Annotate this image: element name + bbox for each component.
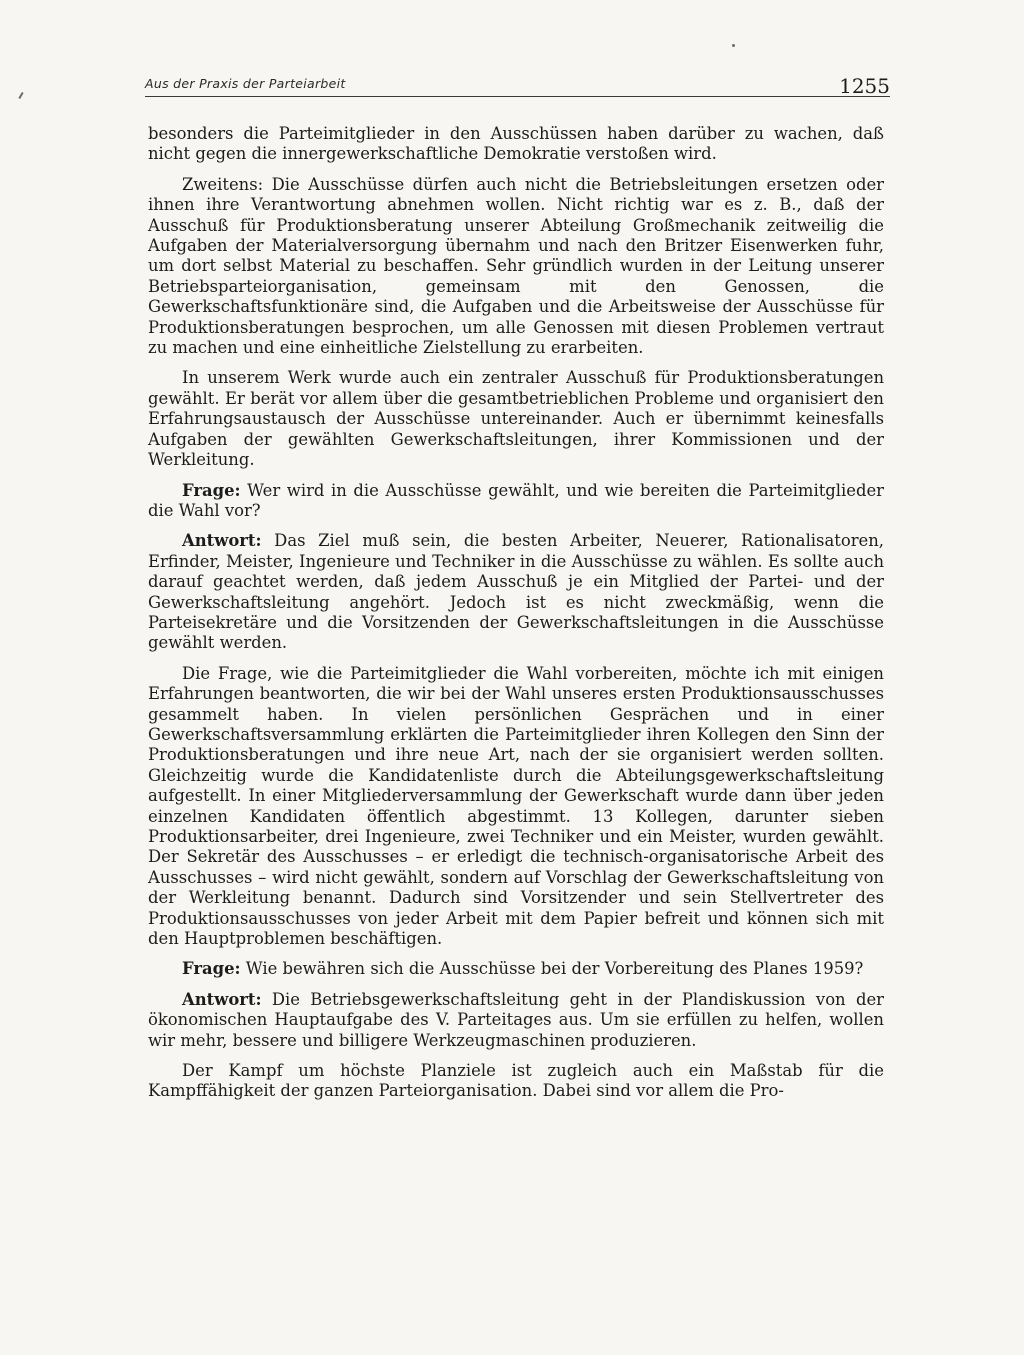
answer-paragraph (148, 990, 884, 1051)
question-label: Frage: (182, 480, 241, 500)
question-paragraph (148, 481, 884, 522)
scan-speck (732, 44, 735, 47)
question-label: Frage: (182, 959, 241, 979)
article-body (148, 124, 884, 1112)
page-number: 1255 (839, 74, 890, 98)
paragraph (148, 175, 884, 359)
answer-paragraph (148, 531, 884, 653)
paragraph-continuation (148, 124, 884, 165)
question-paragraph (148, 959, 884, 979)
running-title: Aus der Praxis der Parteiarbeit (145, 76, 346, 91)
paragraph-text: In unserem Werk wurde auch ein zentraler Ausschuß für Produktionsberatungen gewählt. Er berät vor allem über die gesamtbetrieblichen Probleme und organisiert den Erfahrungsaustausch der Ausschüsse untereinander. Auch er übernimmt keinesfalls Aufgaben der gewählten Gewerkschaftsleitungen, ihrer Kommissionen und der Werkleitung. (148, 368, 884, 470)
paragraph (148, 1061, 884, 1102)
paragraph-text: Die Frage, wie die Parteimitglieder die Wahl vorbereiten, möchte ich mit einigen Erfahrungen beantworten, die wir bei der Wahl unseres ersten Produktionsausschusses gesammelt haben. In vielen persönlichen Gesprächen und in einer Gewerkschaftsversammlung erklärten die Parteimitglieder ihren Kollegen den Sinn der Produktionsberatungen und ihre neue Art, nach der sie organisiert werden sollten. Gleichzeitig wurde die Kandidatenliste durch die Abteilungsgewerkschaftsleitung aufgestellt. In einer Mitgliederversammlung der Gewerkschaft wurde dann über jeden einzelnen Kandidaten öffentlich abgestimmt. 13 Kollegen, darunter sieben Produktionsarbeiter, drei Ingenieure, zwei Techniker und ein Meister, wurden gewählt. Der Sekretär des Ausschusses – er erledigt die technisch-organisatorische Arbeit des Ausschusses – wird nicht gewählt, sondern auf Vorschlag der Gewerkschaftsleitung von der Werkleitung benannt. Dadurch sind Vorsitzender und sein Stellvertreter des Produktionsausschusses von jeder Arbeit mit dem Papier befreit und können sich mit den Hauptproblemen beschäftigen. (148, 663, 884, 949)
answer-label: Antwort: (182, 531, 262, 551)
scan-speck (18, 92, 23, 99)
page-header (145, 68, 890, 104)
header-rule (145, 96, 890, 97)
paragraph-text: Wie bewähren sich die Ausschüsse bei der Vorbereitung des Planes 1959? (245, 959, 864, 979)
paragraph (148, 664, 884, 950)
paragraph-text: Der Kampf um höchste Planziele ist zugleich auch ein Maßstab für die Kampffähigkeit der ganzen Parteiorganisation. Dabei sind vor allem die Pro- (148, 1061, 884, 1101)
paragraph-text: Zweitens: Die Ausschüsse dürfen auch nicht die Betriebsleitungen ersetzen oder ihnen ihre Verantwortung abnehmen wollen. Nicht richtig war es z. B., daß der Ausschuß für Produktionsberatung unserer Abteilung Großmechanik zeitweilig die Aufgaben der Materialversorgung übernahm und nach den Britzer Eisenwerken fuhr, um dort selbst Material zu beschaffen. Sehr gründlich wurden in der Leitung unserer Betriebsparteiorganisation, gemeinsam mit den Genossen, die Gewerkschaftsfunktionäre sind, die Aufgaben und die Arbeitsweise der Ausschüsse für Produktionsberatungen besprochen, um alle Genossen mit diesen Problemen vertraut zu machen und eine einheitliche Zielstellung zu erarbeiten. (148, 174, 884, 358)
paragraph-text: Das Ziel muß sein, die besten Arbeiter, Neuerer, Rationalisatoren, Erfinder, Meister, Ingenieure und Techniker in die Ausschüsse zu wählen. Es sollte auch darauf geachtet werden, daß jedem Ausschuß je ein Mitglied der Partei- und der Gewerkschaftsleitung angehört. Jedoch ist es nicht zweckmäßig, wenn die Parteisekretäre und die Vorsitzenden der Gewerkschaftsleitungen in die Ausschüsse gewählt werden. (148, 531, 884, 653)
paragraph-text: Die Betriebsgewerkschaftsleitung geht in der Plandiskussion von der ökonomischen Hauptaufgabe des V. Parteitages aus. Um sie erfüllen zu helfen, wollen wir mehr, bessere und billigere Werkzeugmaschinen produzieren. (148, 989, 884, 1050)
answer-label: Antwort: (182, 989, 262, 1009)
paragraph (148, 368, 884, 470)
paragraph-text: besonders die Parteimitglieder in den Ausschüssen haben darüber zu wachen, daß nicht gegen die innergewerkschaftliche Demokratie verstoßen wird. (148, 124, 884, 164)
paragraph-text: Wer wird in die Ausschüsse gewählt, und wie bereiten die Parteimitglieder die Wahl vor? (148, 480, 884, 520)
